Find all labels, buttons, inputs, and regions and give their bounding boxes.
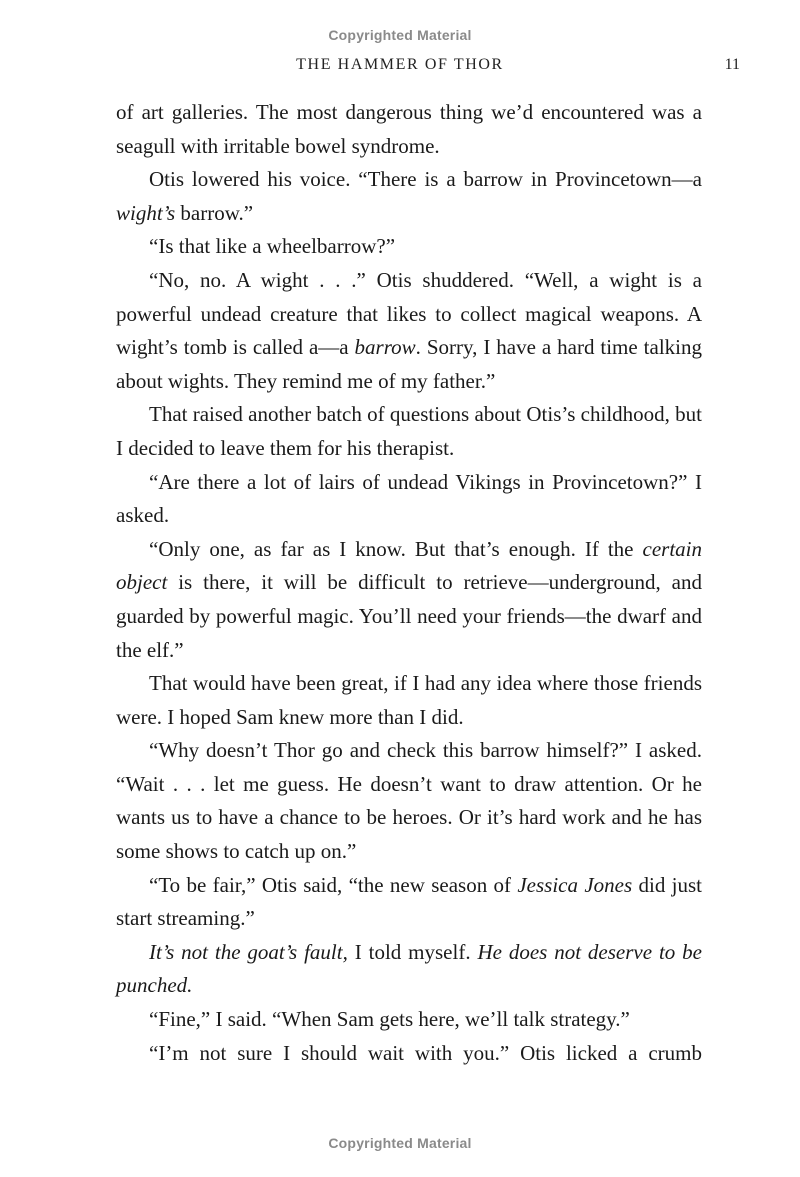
text-run: “No, no. A wight . . .” Otis shuddered. “Well, a wight is a powerful undead creature that likes to collect magical weapons. A wight’s tomb is called a—a [116,267,702,360]
copyright-watermark-top: Copyrighted Material [328,27,472,43]
text-run: “Are there a lot of lairs of undead Vikings in Provincetown?” I asked. [116,469,702,528]
italic-text: It’s not the goat’s fault, [149,939,348,964]
running-head: THE HAMMER OF THOR [296,56,504,73]
text-run: . Sorry, I have a hard time talking about wights. They remind me of my father.” [116,335,702,393]
text-run: is there, it will be difficult to retrieve—underground, and guarded by powerful magic. You’ll need your friends—the dwarf and the elf.” [116,570,702,662]
paragraph [116,163,702,230]
text-run: did just start streaming.” [116,872,702,931]
text-run: of art galleries. The most dangerous thing we’d encountered was a seagull with irritable bowel syndrome. [116,100,702,158]
paragraph [116,869,702,936]
text-run: “Fine,” I said. “When Sam gets here, we’ll talk strategy.” [149,1007,630,1032]
paragraph [116,734,702,868]
text-run: “Is that like a wheelbarrow?” [149,234,396,259]
text-run: “To be fair,” Otis said, “the new season of [149,872,518,897]
text-run: I told myself. [347,939,478,964]
paragraph [116,264,702,398]
text-run: “Why doesn’t Thor go and check this barrow himself?” I asked. “Wait . . . let me guess. He doesn’t want to draw attention. Or he wants us to have a chance to be heroes. Or it’s hard work and he has some shows to catch up on.” [116,738,702,864]
italic-text: He does not deserve to be punched. [116,939,702,998]
paragraph [116,1037,702,1071]
italic-text: barrow [354,335,416,360]
paragraph [116,230,702,264]
paragraph [116,1003,702,1037]
italic-text: certain object [116,536,702,595]
paragraph [116,466,702,533]
text-run: That would have been great, if I had any idea where those friends were. I hoped Sam knew more than I did. [116,671,702,729]
paragraph [116,398,702,465]
italic-text: Jessica Jones [517,872,633,897]
paragraph [116,96,702,163]
text-run: That raised another batch of questions about Otis’s childhood, but I decided to leave them for his therapist. [116,402,702,460]
text-run: barrow.” [175,200,254,225]
copyright-watermark-bottom: Copyrighted Material [328,1135,472,1151]
body-text [116,96,702,1070]
italic-text: wight’s [116,200,176,225]
paragraph [116,533,702,667]
text-run: “Only one, as far as I know. But that’s enough. If the [149,536,643,561]
paragraph [116,936,702,1003]
paragraph [116,667,702,734]
text-run: “I’m not sure I should wait with you.” Otis licked a crumb [149,1040,702,1065]
text-run: Otis lowered his voice. “There is a barrow in Provincetown—a [149,167,702,192]
page-number: 11 [724,56,740,73]
